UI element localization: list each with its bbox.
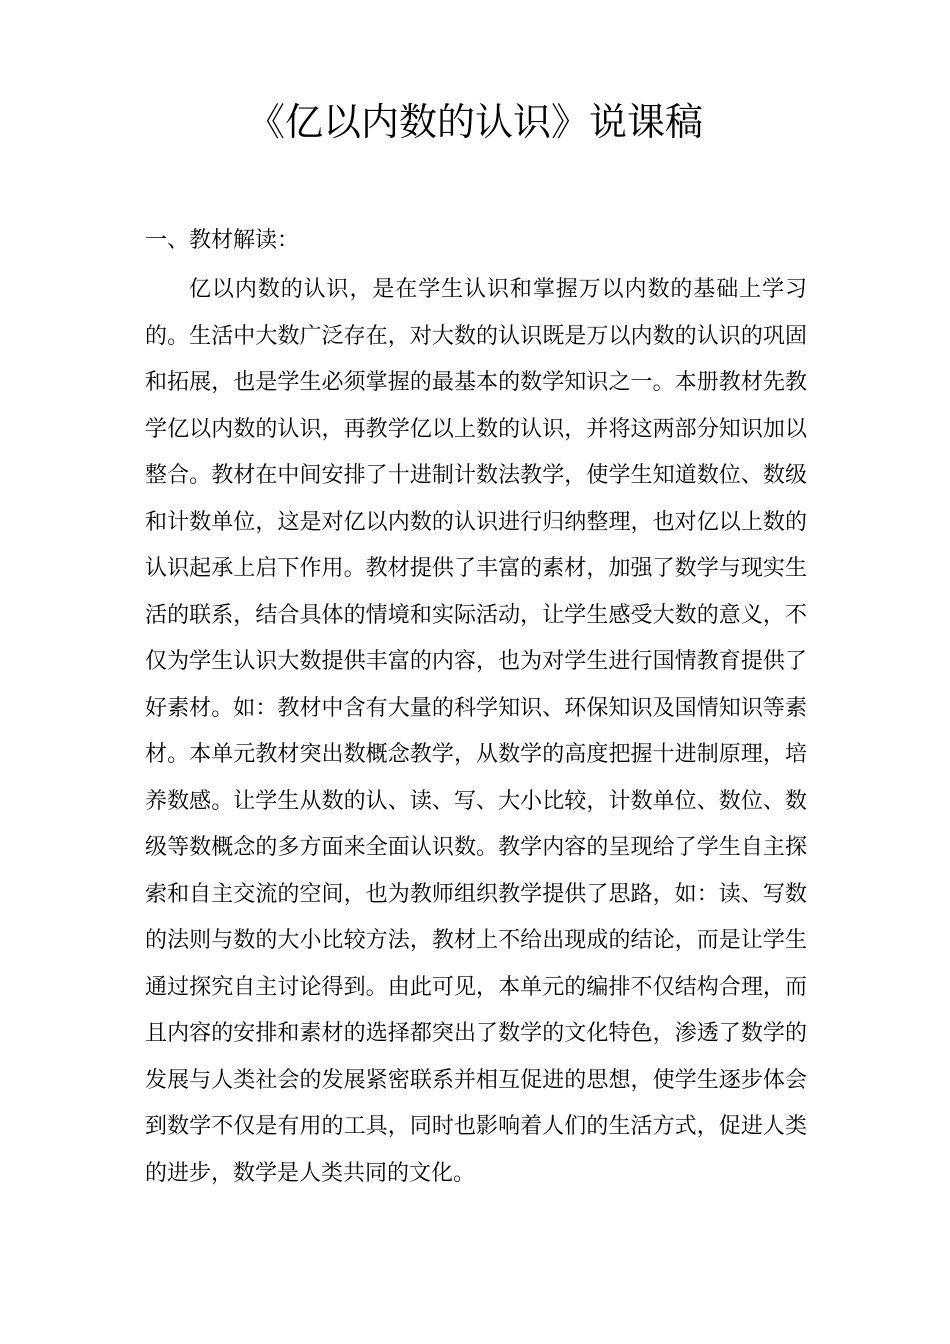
section-heading: 一、教材解读： — [145, 228, 300, 253]
section-paragraph: 亿以内数的认识，是在学生认识和掌握万以内数的基础上学习的。生活中大数广泛存在，对大数的认识既是万以内数的认识的巩固和拓展，也是学生必须掌握的最基本的数学知识之一。本册教材先教学亿以内数的认识，再教学亿以上数的认识，并将这两部分知识加以整合。教材在中间安排了十进制计数法教学，使学生知道数位、数级和计数单位，这是对亿以内数的认识进行归纳整理，也对亿以上数的认识起承上启下作用。教材提供了丰富的素材，加强了数学与现实生活的联系，结合具体的情境和实际活动，让学生感受大数的意义，不仅为学生认识大数提供丰富的内容，也为对学生进行国情教育提供了好素材。如：教材中含有大量的科学知识、环保知识及国情知识等素材。本单元教材突出数概念教学，从数学的高度把握十进制原理，培养数感。让学生从数的认、读、写、大小比较，计数单位、数位、数级等数概念的多方面来全面认识数。教学内容的呈现给了学生自主探索和自主交流的空间，也为教师组织教学提供了思路，如：读、写数的法则与数的大小比较方法，教材上不给出现成的结论，而是让学生通过探究自主讨论得到。由此可见，本单元的编排不仅结构合理，而且内容的安排和素材的选择都突出了数学的文化特色，渗透了数学的发展与人类社会的发展紧密联系并相互促进的思想，使学生逐步体会到数学不仅是有用的工具，同时也影响着人们的生活方式，促进人类的进步，数学是人类共同的文化。 — [145, 277, 807, 1186]
document-title: 《亿以内数的认识》说课稿 — [246, 100, 703, 144]
